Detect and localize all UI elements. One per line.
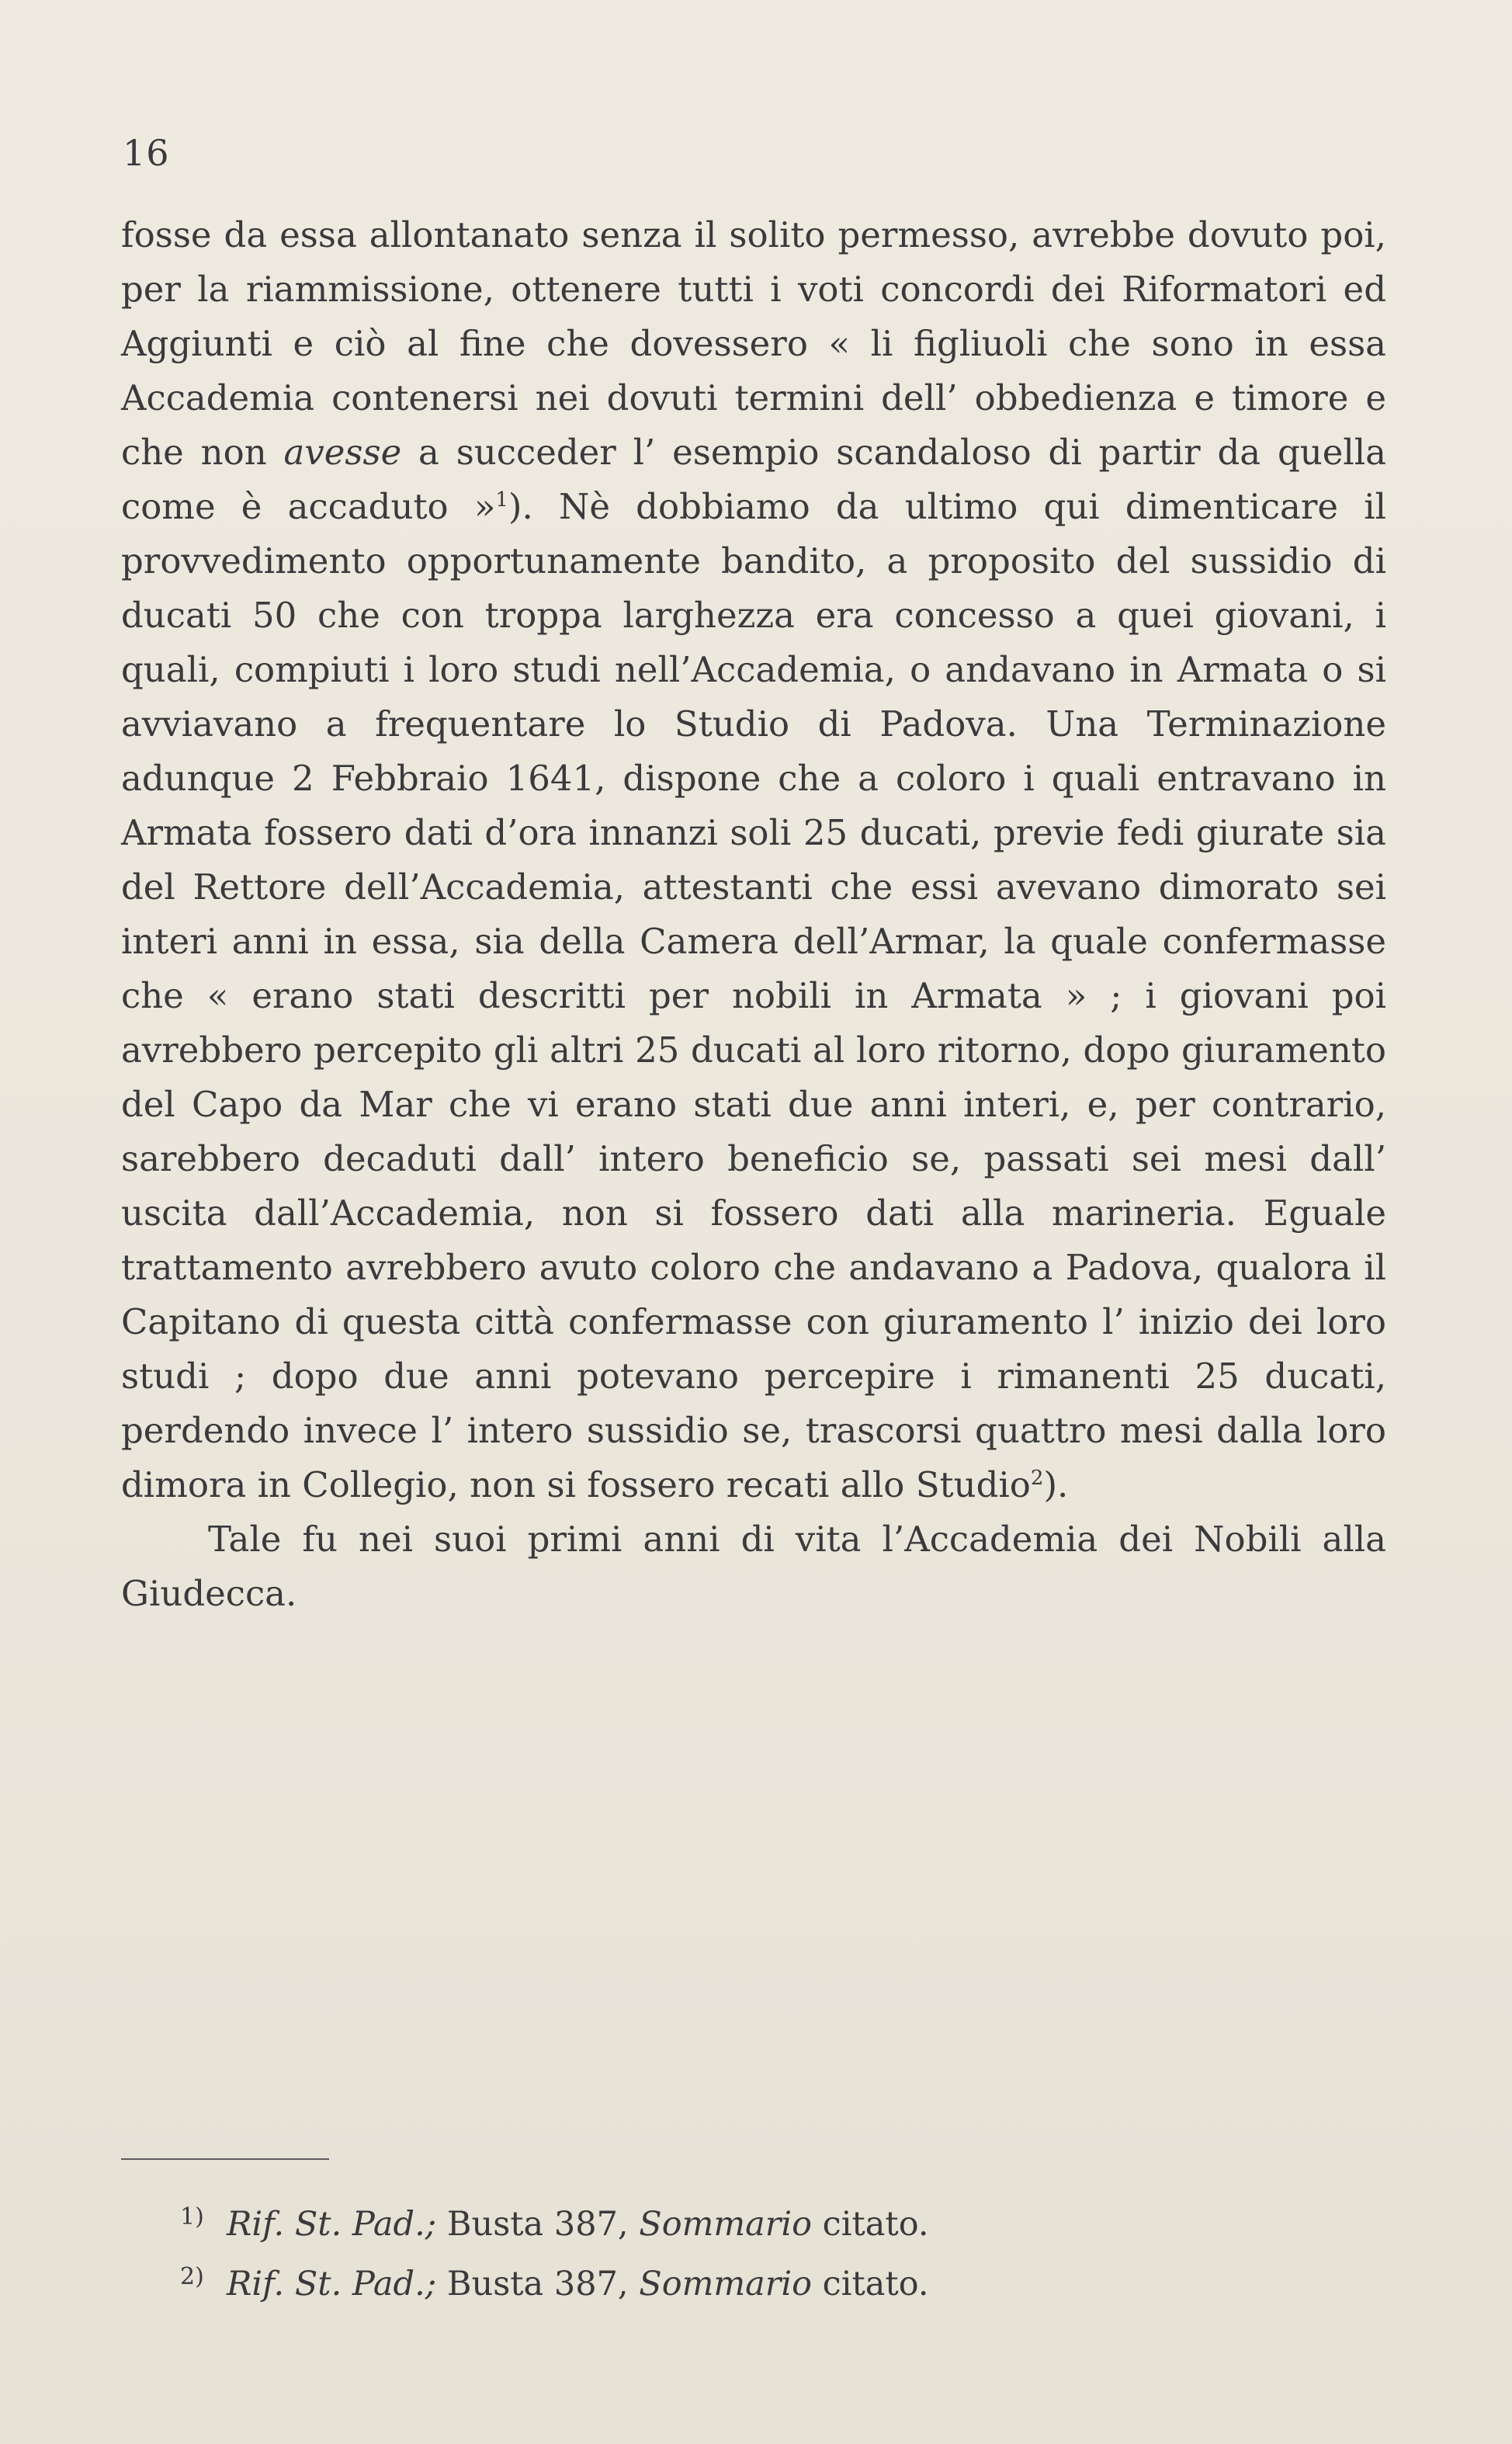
paragraph-1-continued: . Nè dobbiamo da ultimo qui dimenticare il provvedimento opportunamente bandito, a proposito del sussidio di ducati 50 che con troppa larghezza era concesso a quei giovani, i quali, compiuti i loro studi nell’Accademia, o andavano in Armata o si avviavano a frequentare lo Studio di Padova. Una Terminazione adunque 2 Febbraio 1641, dispone che a coloro i quali entravano in Armata fossero dati d’ora innanzi soli 25 ducati, previe fedi giurate sia del Rettore dell’Accademia, attestanti che essi avevano dimorato sei interi anni in essa, sia della Camera dell’Armar, la quale confermasse che « erano stati descritti per nobili in Armata » ; i giovani poi avrebbero percepito gli altri 25 ducati al loro ritorno, dopo giuramento del Capo da Mar che vi erano stati due anni interi, e, per contrario, sarebbero decaduti dall’ intero beneficio se, passati sei mesi dall’ uscita dall’Accademia, non si fossero dati alla marineria. Eguale trattamento avrebbero avuto coloro che andavano a Padova, qualora il Capitano di questa città confermasse con giuramento l’ inizio dei loro studi ; dopo due anni potevano percepire i rimanenti 25 ducati, perdendo invece l’ intero sussidio se, trascorsi quattro mesi dalla loro dimora in Collegio, non si fossero recati allo Studio [121, 486, 1386, 1505]
italic-word: avesse [283, 432, 402, 473]
footnote-ref-2: 2 [1030, 1467, 1044, 1490]
footnote-1 [180, 2191, 1034, 2251]
footnote-1-mark: 1) [180, 2203, 204, 2230]
paragraph-1-bracket: ) [508, 486, 522, 527]
footnote-2-tail: citato. [812, 2265, 929, 2303]
body-text [121, 208, 1386, 1621]
footnote-2 [180, 2251, 1034, 2310]
footnote-2-source: Rif. St. Pad.; [227, 2265, 437, 2303]
footnote-2-mark: 2) [180, 2263, 204, 2290]
footnote-1-italic: Sommario [639, 2205, 813, 2244]
footnote-1-source: Rif. St. Pad.; [227, 2205, 437, 2244]
footnote-ref-1: 1 [495, 488, 508, 512]
footnote-1-tail: citato. [812, 2205, 929, 2244]
footnote-2-italic: Sommario [639, 2265, 813, 2303]
paragraph-1 [121, 208, 1386, 1512]
footnote-1-text: Busta 387, [436, 2205, 640, 2244]
page-number: 16 [123, 132, 170, 174]
paragraph-1-end: ). [1043, 1464, 1069, 1505]
footnote-2-text: Busta 387, [436, 2265, 640, 2303]
paragraph-1-text: fosse da essa allontanato senza il solito permesso, avrebbe dovuto poi, per la riammissione, ottenere tutti i voti concordi dei Riformatori ed Aggiunti e ciò al fine che dovessero « li figliuoli che sono in essa Accademia contenersi nei dovuti termini dell’ obbedienza e timore e che non avesse a succeder l’ esempio scandaloso di partir da quella come è accaduto » [121, 214, 1386, 527]
footnotes [180, 2191, 1034, 2310]
paragraph-2: Tale fu nei suoi primi anni di vita l’Accademia dei Nobili alla Giudecca. [121, 1519, 1386, 1614]
footnote-separator [121, 2158, 329, 2160]
